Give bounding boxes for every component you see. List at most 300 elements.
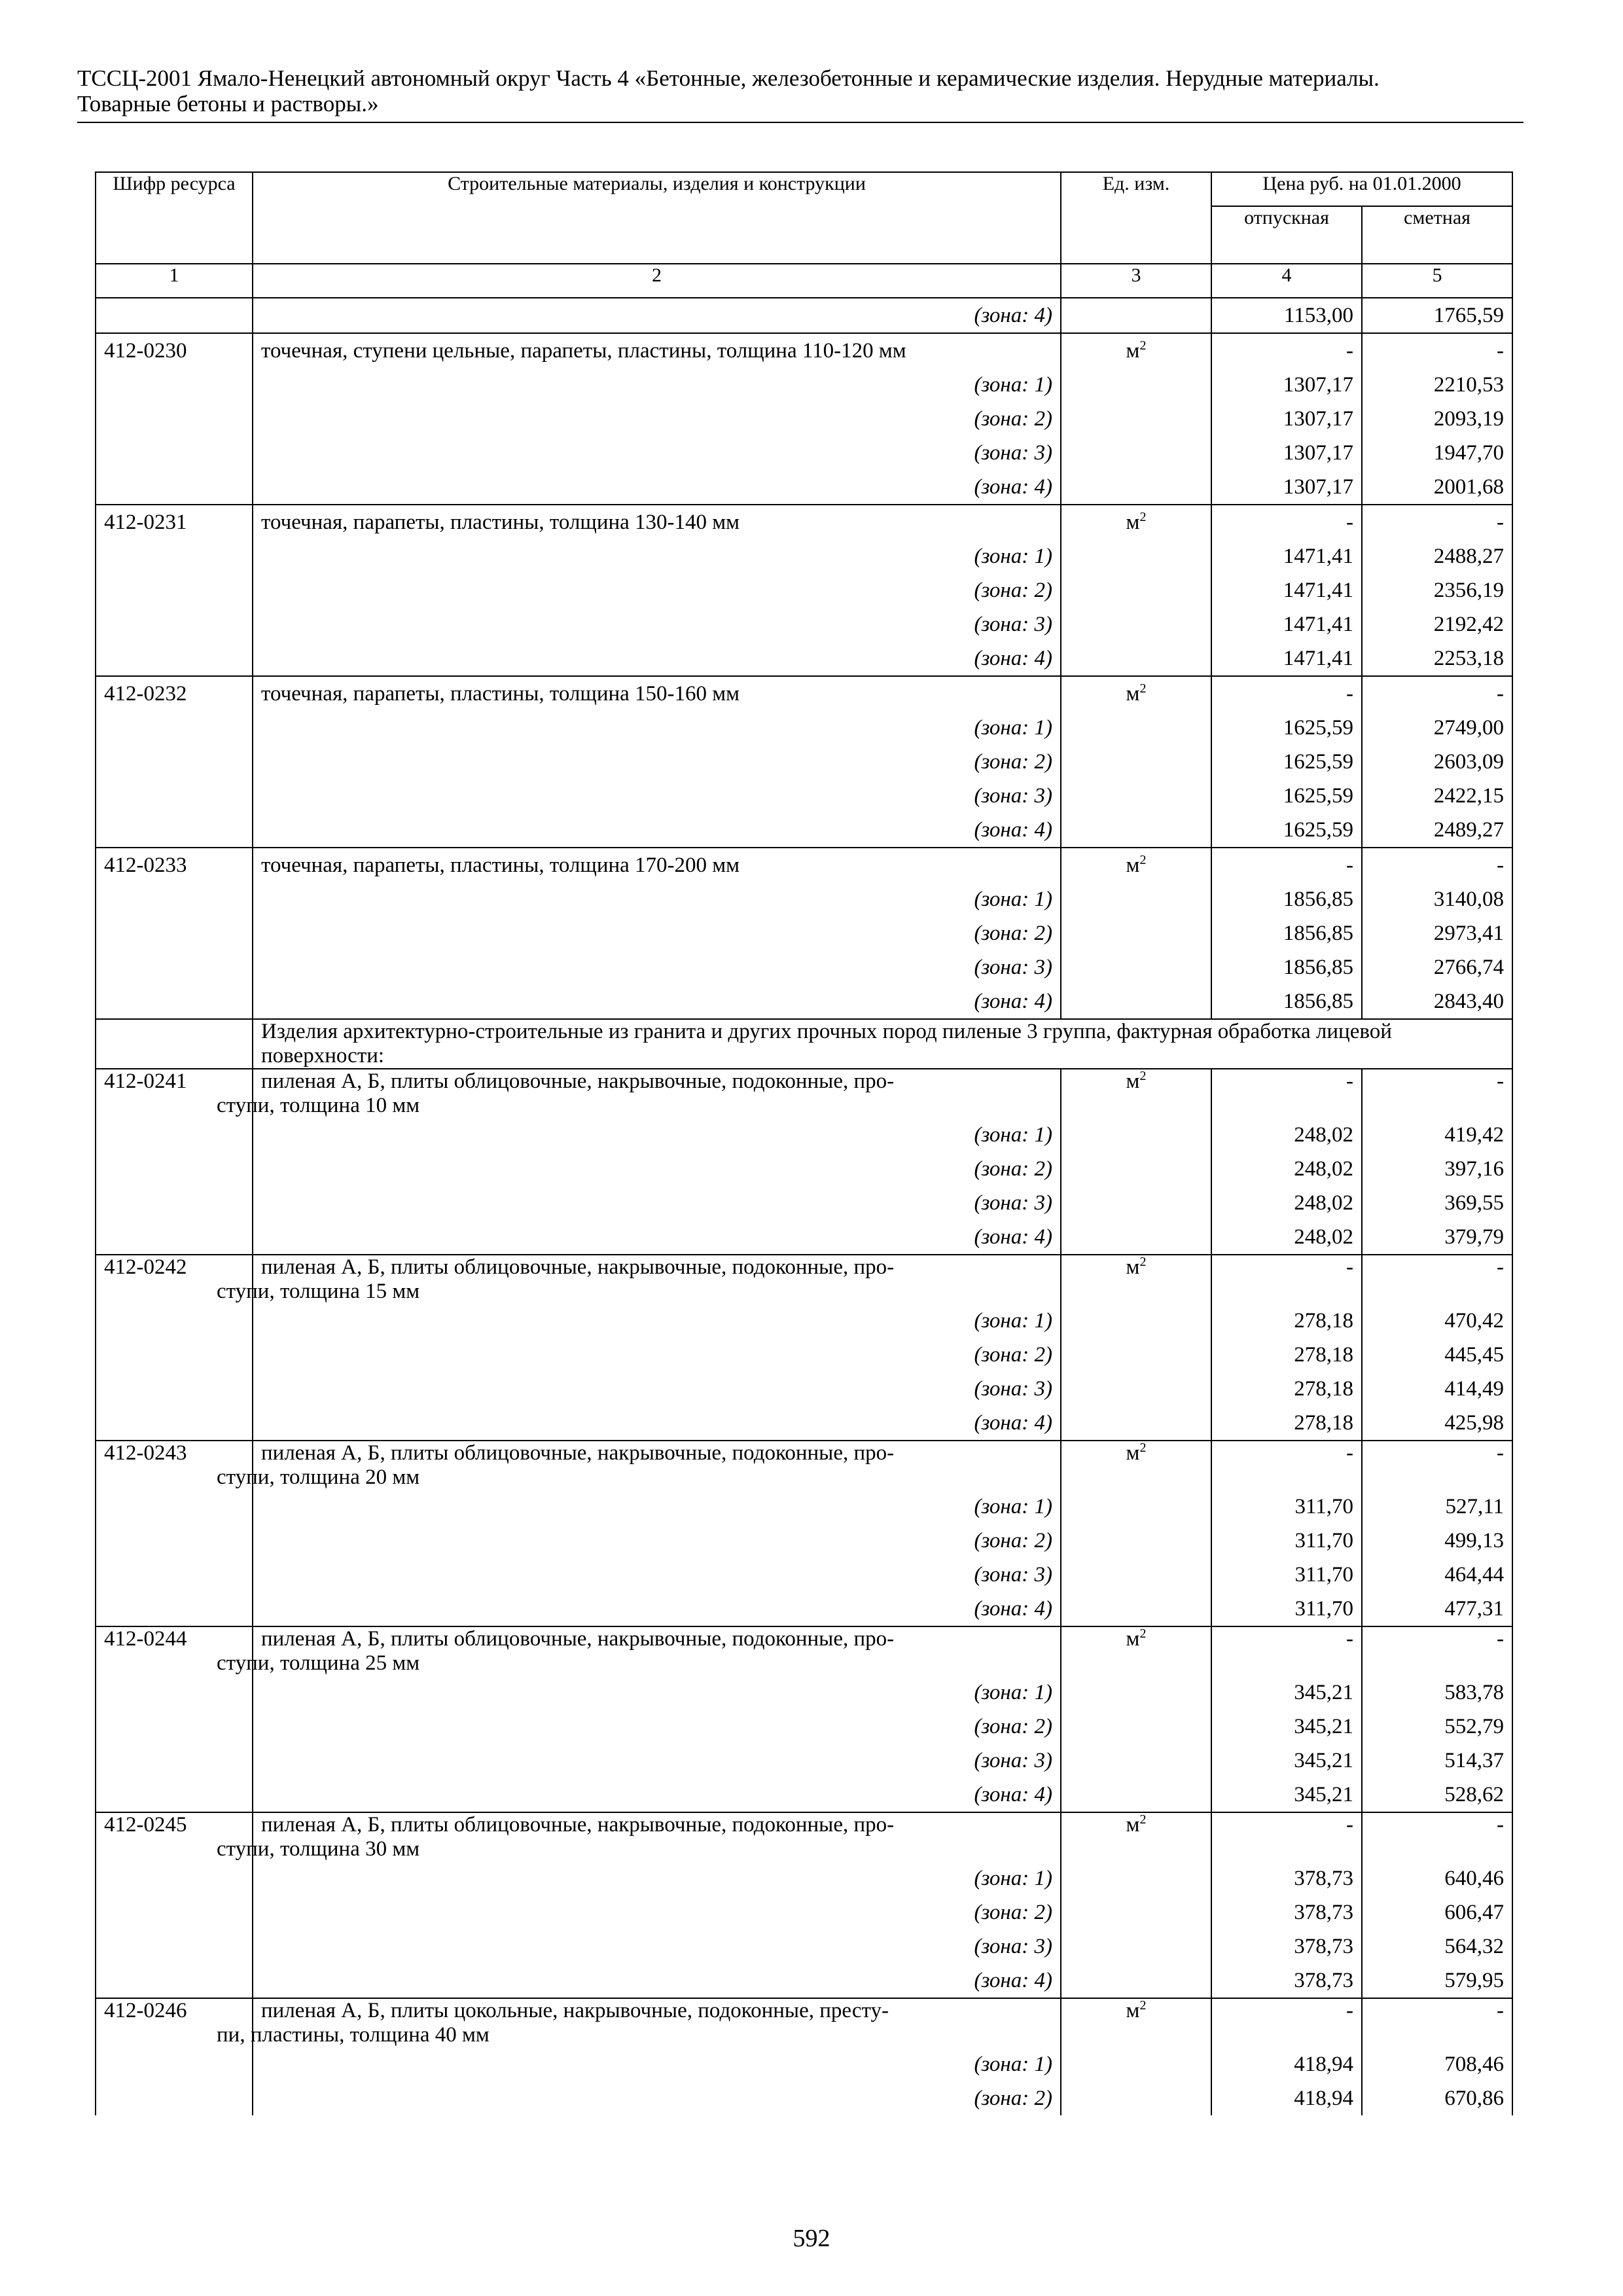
code-cell [96, 1152, 253, 1186]
unit-cell [1061, 402, 1211, 436]
code-cell [96, 1118, 253, 1152]
zone-label: (зона: 2) [253, 1152, 1061, 1186]
unit-base: м [1126, 1069, 1140, 1093]
table-row [96, 298, 1512, 333]
estimate-price: 470,42 [1362, 1304, 1512, 1338]
code-cell [96, 1778, 253, 1812]
zone-row [96, 813, 1512, 848]
estimate-price: - [1362, 333, 1512, 368]
resource-code: 412-0241 [96, 1069, 253, 1118]
unit-base: м [1126, 682, 1140, 706]
unit-cell [1061, 2047, 1211, 2081]
unit-superscript: 2 [1139, 1998, 1147, 2013]
unit-cell [1061, 916, 1211, 950]
estimate-price: 397,16 [1362, 1152, 1512, 1186]
code-cell [96, 1744, 253, 1778]
estimate-price: - [1362, 1812, 1512, 1861]
zone-label: (зона: 2) [253, 1895, 1061, 1929]
unit-cell [1061, 1626, 1211, 1676]
code-cell [96, 573, 253, 607]
release-price: 278,18 [1211, 1372, 1362, 1406]
resource-code: 412-0231 [96, 505, 253, 539]
release-price: 1856,85 [1211, 984, 1362, 1019]
release-price: 418,94 [1211, 2081, 1362, 2115]
estimate-price: 528,62 [1362, 1778, 1512, 1812]
zone-row [96, 950, 1512, 984]
col-number-3: 3 [1061, 264, 1211, 298]
release-price: 311,70 [1211, 1524, 1362, 1558]
zone-label: (зона: 1) [253, 1490, 1061, 1524]
zone-label: (зона: 1) [253, 539, 1061, 573]
zone-row [96, 539, 1512, 573]
estimate-price: 583,78 [1362, 1676, 1512, 1710]
estimate-price: - [1362, 1255, 1512, 1304]
estimate-price: 414,49 [1362, 1372, 1512, 1406]
release-price: 378,73 [1211, 1895, 1362, 1929]
release-price: - [1211, 1626, 1362, 1676]
estimate-price: 564,32 [1362, 1929, 1512, 1964]
zone-label: (зона: 3) [253, 436, 1061, 470]
code-cell [96, 916, 253, 950]
resource-code: 412-0242 [96, 1255, 253, 1304]
code-cell [96, 1558, 253, 1592]
unit-base: м [1126, 511, 1140, 534]
item-name-line-1: пиленая А, Б, плиты облицовочные, накрывочные, подоконные, про- [261, 1627, 895, 1651]
zone-label: (зона: 1) [253, 711, 1061, 745]
code-cell [96, 1304, 253, 1338]
unit-cell [1061, 607, 1211, 641]
release-price: 1856,85 [1211, 882, 1362, 916]
release-price: 311,70 [1211, 1490, 1362, 1524]
release-price: - [1211, 1441, 1362, 1490]
code-cell [96, 607, 253, 641]
unit-cell [1061, 1372, 1211, 1406]
zone-label: (зона: 3) [253, 779, 1061, 813]
unit-cell [1061, 368, 1211, 402]
unit-cell [1061, 676, 1211, 711]
unit-cell [1061, 848, 1211, 882]
unit-cell [1061, 882, 1211, 916]
unit-base: м [1126, 1627, 1140, 1651]
item-name: точечная, парапеты, пластины, толщина 170-200 мм [253, 848, 1061, 882]
release-price: - [1211, 848, 1362, 882]
unit-cell [1061, 1118, 1211, 1152]
item-name [217, 1812, 1061, 1861]
item-row [96, 1626, 1512, 1676]
release-price: 278,18 [1211, 1406, 1362, 1441]
estimate-price: 379,79 [1362, 1220, 1512, 1255]
release-price: - [1211, 333, 1362, 368]
unit-cell [1061, 1744, 1211, 1778]
release-price: 378,73 [1211, 1964, 1362, 1998]
estimate-price: 2192,42 [1362, 607, 1512, 641]
unit-cell [1061, 1186, 1211, 1220]
code-cell [96, 539, 253, 573]
table-body [96, 298, 1512, 2115]
estimate-price: 2488,27 [1362, 539, 1512, 573]
estimate-price: 640,46 [1362, 1861, 1512, 1895]
zone-row [96, 1186, 1512, 1220]
zone-label: (зона: 4) [253, 1592, 1061, 1626]
zone-label: (зона: 4) [253, 298, 1061, 333]
zone-row [96, 607, 1512, 641]
release-price: 248,02 [1211, 1118, 1362, 1152]
col-header-release: отпускная [1211, 206, 1362, 264]
release-price: 248,02 [1211, 1152, 1362, 1186]
zone-row [96, 1524, 1512, 1558]
unit-base: м [1126, 1813, 1140, 1837]
estimate-price: 2356,19 [1362, 573, 1512, 607]
unit-cell [1061, 1304, 1211, 1338]
unit-cell [1061, 2081, 1211, 2115]
header-rule [77, 122, 1524, 123]
release-price: 1153,00 [1211, 298, 1362, 333]
release-price: 248,02 [1211, 1220, 1362, 1255]
unit-superscript: 2 [1139, 1255, 1147, 1269]
zone-row [96, 2047, 1512, 2081]
release-price: 1471,41 [1211, 539, 1362, 573]
zone-label: (зона: 4) [253, 470, 1061, 505]
zone-label: (зона: 2) [253, 573, 1061, 607]
release-price: 345,21 [1211, 1744, 1362, 1778]
unit-cell [1061, 711, 1211, 745]
release-price: 1856,85 [1211, 950, 1362, 984]
release-price: 1625,59 [1211, 779, 1362, 813]
unit-cell [1061, 813, 1211, 848]
estimate-price: 2489,27 [1362, 813, 1512, 848]
item-name: точечная, парапеты, пластины, толщина 130-140 мм [253, 505, 1061, 539]
release-price: - [1211, 505, 1362, 539]
release-price: 311,70 [1211, 1558, 1362, 1592]
item-name [217, 1626, 1061, 1676]
zone-row [96, 573, 1512, 607]
zone-label: (зона: 4) [253, 1778, 1061, 1812]
unit-cell [1061, 1861, 1211, 1895]
estimate-price: 499,13 [1362, 1524, 1512, 1558]
section-spacer [96, 1019, 253, 1069]
estimate-price: 464,44 [1362, 1558, 1512, 1592]
page-number: 592 [793, 2225, 830, 2252]
item-row [96, 676, 1512, 711]
zone-row [96, 1710, 1512, 1744]
code-cell [96, 298, 253, 333]
estimate-price: 425,98 [1362, 1406, 1512, 1441]
code-cell [96, 641, 253, 676]
item-name: точечная, парапеты, пластины, толщина 150-160 мм [253, 676, 1061, 711]
header-line-2: Товарные бетоны и растворы.» [77, 91, 379, 117]
resource-code: 412-0243 [96, 1441, 253, 1490]
estimate-price: 2001,68 [1362, 470, 1512, 505]
estimate-price: - [1362, 1069, 1512, 1118]
release-price: 1471,41 [1211, 573, 1362, 607]
col-number-2: 2 [253, 264, 1061, 298]
estimate-price: - [1362, 676, 1512, 711]
item-name [217, 1441, 1061, 1490]
item-name [217, 1255, 1061, 1304]
estimate-price: 2093,19 [1362, 402, 1512, 436]
estimate-price: - [1362, 505, 1512, 539]
item-name-line-1: пиленая А, Б, плиты облицовочные, накрывочные, подоконные, про- [261, 1069, 895, 1093]
unit-cell [1061, 1406, 1211, 1441]
zone-row [96, 368, 1512, 402]
zone-label: (зона: 3) [253, 1929, 1061, 1964]
code-cell [96, 779, 253, 813]
unit-cell [1061, 1929, 1211, 1964]
col-header-estimate: сметная [1362, 206, 1512, 264]
item-name-line-2: ступи, толщина 25 мм [217, 1651, 420, 1675]
release-price: 1856,85 [1211, 916, 1362, 950]
code-cell [96, 745, 253, 779]
unit-base: м [1126, 339, 1140, 363]
unit-cell [1061, 1676, 1211, 1710]
release-price: 1625,59 [1211, 711, 1362, 745]
code-cell [96, 402, 253, 436]
estimate-price: 552,79 [1362, 1710, 1512, 1744]
header-line-1: ТССЦ-2001 Ямало-Ненецкий автономный округ Часть 4 «Бетонные, железобетонные и керамические изделия. Нерудные материалы. [77, 65, 1380, 91]
zone-row [96, 1744, 1512, 1778]
unit-cell [1061, 1895, 1211, 1929]
item-name [217, 1069, 1061, 1118]
zone-label: (зона: 2) [253, 1710, 1061, 1744]
release-price: 345,21 [1211, 1778, 1362, 1812]
zone-row [96, 1220, 1512, 1255]
zone-label: (зона: 4) [253, 1220, 1061, 1255]
code-cell [96, 1372, 253, 1406]
estimate-price: - [1362, 1441, 1512, 1490]
unit-cell [1061, 573, 1211, 607]
estimate-price: - [1362, 1998, 1512, 2047]
col-header-price-group: Цена руб. на 01.01.2000 [1211, 172, 1512, 206]
zone-label: (зона: 2) [253, 916, 1061, 950]
resource-code: 412-0244 [96, 1626, 253, 1676]
item-name-line-1: пиленая А, Б, плиты цокольные, накрывочные, подоконные, престу- [261, 1999, 889, 2022]
zone-label: (зона: 2) [253, 402, 1061, 436]
estimate-price: 477,31 [1362, 1592, 1512, 1626]
item-name-line-1: пиленая А, Б, плиты облицовочные, накрывочные, подоконные, про- [261, 1813, 895, 1837]
unit-cell [1061, 745, 1211, 779]
zone-row [96, 402, 1512, 436]
code-cell [96, 1186, 253, 1220]
release-price: - [1211, 1998, 1362, 2047]
zone-label: (зона: 3) [253, 1744, 1061, 1778]
release-price: - [1211, 1069, 1362, 1118]
estimate-price: 2210,53 [1362, 368, 1512, 402]
zone-label: (зона: 1) [253, 1676, 1061, 1710]
item-name-line-1: пиленая А, Б, плиты облицовочные, накрывочные, подоконные, про- [261, 1441, 895, 1465]
estimate-price: 2973,41 [1362, 916, 1512, 950]
zone-row [96, 470, 1512, 505]
unit-cell [1061, 1338, 1211, 1372]
section-heading-row [96, 1019, 1512, 1069]
zone-label: (зона: 2) [253, 745, 1061, 779]
estimate-price: 1947,70 [1362, 436, 1512, 470]
unit-cell [1061, 1592, 1211, 1626]
col-header-code: Шифр ресурса [96, 172, 253, 264]
unit-cell [1061, 1998, 1211, 2047]
col-number-1: 1 [96, 264, 253, 298]
code-cell [96, 1490, 253, 1524]
unit-superscript: 2 [1139, 1069, 1147, 1083]
code-cell [96, 711, 253, 745]
release-price: 1307,17 [1211, 368, 1362, 402]
zone-row [96, 882, 1512, 916]
code-cell [96, 1592, 253, 1626]
resource-code: 412-0230 [96, 333, 253, 368]
item-row [96, 505, 1512, 539]
estimate-price: 2603,09 [1362, 745, 1512, 779]
zone-row [96, 1490, 1512, 1524]
estimate-price: 1765,59 [1362, 298, 1512, 333]
col-header-name: Строительные материалы, изделия и конструкции [253, 172, 1061, 264]
release-price: 278,18 [1211, 1338, 1362, 1372]
release-price: - [1211, 1255, 1362, 1304]
estimate-price: 2843,40 [1362, 984, 1512, 1019]
zone-row [96, 1304, 1512, 1338]
code-cell [96, 470, 253, 505]
zone-label: (зона: 1) [253, 2047, 1061, 2081]
code-cell [96, 1220, 253, 1255]
zone-label: (зона: 2) [253, 1524, 1061, 1558]
item-name-line-2: ступи, толщина 30 мм [217, 1837, 420, 1861]
estimate-price: 445,45 [1362, 1338, 1512, 1372]
code-cell [96, 813, 253, 848]
unit-cell [1061, 1558, 1211, 1592]
zone-label: (зона: 4) [253, 641, 1061, 676]
estimate-price: 2253,18 [1362, 641, 1512, 676]
zone-row [96, 1676, 1512, 1710]
unit-cell [1061, 470, 1211, 505]
zone-label: (зона: 3) [253, 607, 1061, 641]
code-cell [96, 1895, 253, 1929]
code-cell [96, 436, 253, 470]
unit-cell [1061, 1490, 1211, 1524]
table-head [96, 172, 1512, 298]
zone-row [96, 711, 1512, 745]
estimate-price: 708,46 [1362, 2047, 1512, 2081]
zone-label: (зона: 1) [253, 1861, 1061, 1895]
zone-label: (зона: 3) [253, 1558, 1061, 1592]
code-cell [96, 1406, 253, 1441]
page-header [77, 65, 1517, 117]
unit-cell [1061, 539, 1211, 573]
release-price: 1625,59 [1211, 813, 1362, 848]
code-cell [96, 2047, 253, 2081]
unit-base: м [1126, 1255, 1140, 1279]
unit-cell [1061, 984, 1211, 1019]
zone-label: (зона: 4) [253, 984, 1061, 1019]
release-price: 345,21 [1211, 1710, 1362, 1744]
release-price: 418,94 [1211, 2047, 1362, 2081]
resource-code: 412-0233 [96, 848, 253, 882]
zone-label: (зона: 2) [253, 1338, 1061, 1372]
release-price: - [1211, 1812, 1362, 1861]
estimate-price: 3140,08 [1362, 882, 1512, 916]
unit-superscript: 2 [1139, 1812, 1147, 1827]
item-row [96, 1069, 1512, 1118]
col-header-unit: Ед. изм. [1061, 172, 1211, 264]
release-price: 1307,17 [1211, 470, 1362, 505]
item-name-line-2: ступи, толщина 15 мм [217, 1280, 420, 1303]
zone-label: (зона: 3) [253, 950, 1061, 984]
release-price: 1307,17 [1211, 402, 1362, 436]
unit-cell [1061, 1441, 1211, 1490]
unit-cell [1061, 1524, 1211, 1558]
unit-cell [1061, 298, 1211, 333]
unit-cell [1061, 1778, 1211, 1812]
estimate-price: 579,95 [1362, 1964, 1512, 1998]
zone-label: (зона: 1) [253, 368, 1061, 402]
release-price: 345,21 [1211, 1676, 1362, 1710]
zone-label: (зона: 4) [253, 813, 1061, 848]
release-price: 1471,41 [1211, 641, 1362, 676]
zone-label: (зона: 1) [253, 1304, 1061, 1338]
zone-row [96, 1964, 1512, 1998]
estimate-price: 2749,00 [1362, 711, 1512, 745]
resource-code: 412-0232 [96, 676, 253, 711]
item-row [96, 1998, 1512, 2047]
zone-row [96, 984, 1512, 1019]
code-cell [96, 984, 253, 1019]
estimate-price: - [1362, 1626, 1512, 1676]
zone-label: (зона: 4) [253, 1964, 1061, 1998]
zone-label: (зона: 3) [253, 1372, 1061, 1406]
unit-superscript: 2 [1139, 1626, 1147, 1641]
unit-cell [1061, 1152, 1211, 1186]
release-price: 1307,17 [1211, 436, 1362, 470]
item-row [96, 333, 1512, 368]
unit-base: м [1126, 1441, 1140, 1465]
zone-label: (зона: 1) [253, 1118, 1061, 1152]
unit-superscript: 2 [1139, 853, 1147, 867]
zone-row [96, 1338, 1512, 1372]
unit-cell [1061, 1710, 1211, 1744]
resource-code: 412-0245 [96, 1812, 253, 1861]
item-name-line-2: ступи, толщина 10 мм [217, 1094, 420, 1117]
item-name: точечная, ступени цельные, парапеты, пластины, толщина 110-120 мм [253, 333, 1061, 368]
zone-row [96, 641, 1512, 676]
item-name [217, 1998, 1061, 2047]
estimate-price: 514,37 [1362, 1744, 1512, 1778]
zone-row [96, 1592, 1512, 1626]
estimate-price: 527,11 [1362, 1490, 1512, 1524]
code-cell [96, 1676, 253, 1710]
zone-row [96, 1861, 1512, 1895]
unit-cell [1061, 950, 1211, 984]
estimate-price: - [1362, 848, 1512, 882]
code-cell [96, 1929, 253, 1964]
code-cell [96, 1524, 253, 1558]
release-price: 1471,41 [1211, 607, 1362, 641]
item-name-line-2: ступи, толщина 20 мм [217, 1465, 420, 1489]
price-table [95, 171, 1513, 2115]
code-cell [96, 2081, 253, 2115]
release-price: 311,70 [1211, 1592, 1362, 1626]
unit-cell [1061, 1069, 1211, 1118]
zone-row [96, 436, 1512, 470]
item-name-line-2: пи, пластины, толщина 40 мм [217, 2023, 490, 2047]
zone-label: (зона: 4) [253, 1406, 1061, 1441]
unit-cell [1061, 505, 1211, 539]
section-heading: Изделия архитектурно-строительные из гранита и других прочных пород пиленые 3 группа, фактурная обработка лицевой поверхности: [253, 1019, 1512, 1069]
release-price: - [1211, 676, 1362, 711]
unit-cell [1061, 641, 1211, 676]
zone-row [96, 1152, 1512, 1186]
release-price: 248,02 [1211, 1186, 1362, 1220]
code-cell [96, 882, 253, 916]
release-price: 278,18 [1211, 1304, 1362, 1338]
estimate-price: 419,42 [1362, 1118, 1512, 1152]
zone-row [96, 916, 1512, 950]
